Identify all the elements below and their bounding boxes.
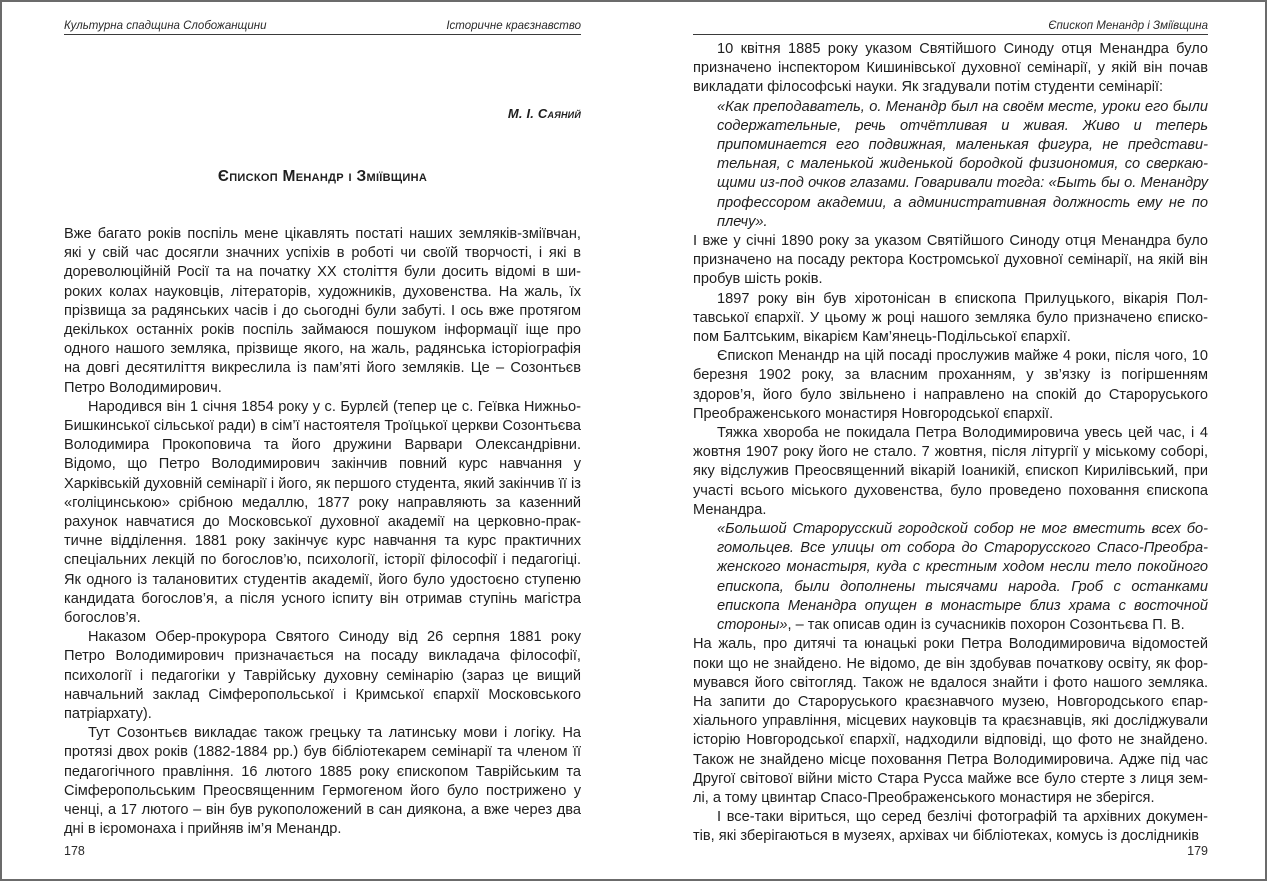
block-quote bbox=[693, 520, 1208, 635]
paragraph: Тяжка хвороба не покидала Петра Володимировича увесь цей час, і 4 жовтня 1907 року його не стало. 7 жовтня, після літургії у міському соборі, яку відслужив Преосвященний вікарій Іоаникій, єпископ Кирилівський, при участі всього міського духовенства, було проведено поховання єпископа Менандра. bbox=[693, 425, 1208, 518]
left-body-text bbox=[64, 225, 581, 840]
paragraph: Наказом Обер-прокурора Святого Синоду від 26 серпня 1881 року Петро Володимирович призначається на посаду викладача філософії, психології і педагогіки у Таврійську духовну семінарію (зараз це вищий навчальний заклад Сімферопольської і Кримської єпархії Московського патріархату). bbox=[64, 629, 581, 723]
article-author: М. І. Саяний bbox=[507, 106, 581, 121]
article-title: Єпископ Менандр і Зміївщина bbox=[217, 168, 428, 185]
paragraph: Єпископ Менандр на цій посаді прослужив майже 4 роки, після чого, 10 березня 1902 року, за власним проханням, у зв’язку із погіршенням здоров’я, його було звільнено і направлено на спокій до Староруського Преображенського монастиря Новгородської єпархії. bbox=[693, 348, 1208, 422]
page-number: 179 bbox=[1187, 844, 1208, 858]
running-head-article: Єпископ Менандр і Зміївщина bbox=[1048, 20, 1208, 32]
paragraph: Тут Созонтьєв викладає також грецьку та латинську мови і логіку. На протязі двох років (1882-1884 рр.) був бібліотекарем семінарії та членом її педагогічного правління. 16 лютого 1885 року єпископом Таврійським та Сімферопольським Преосвященним Гермогеном його було пострижено у ченці, а 17 лютого – він був рукоположений в сан диякона, а вже через два дні в ієромонаха і прийняв ім’я Менандр. bbox=[64, 725, 581, 838]
right-body-text bbox=[693, 40, 1208, 847]
paragraph: Вже багато років поспіль мене цікавлять постаті наших земляків-зміївчан, які у свій час досягли значних успіхів в роботі чи своїй творчості, і які в дореволюційній Росії та на початку XX століття були досить відомі в широких колах науковців, літераторів, художників, духовенства. На жаль, їх прізвища за радянських часів і до сьогодні були забуті. І ось вже протягом декількох останніх років поспіль займаюся пошуком інформації іще про одного нашого земляка, прізвище якого, на жаль, радянська історіографія на довгі десятиліття викреслила із пам’яті його земляків. Це – Созонтьєв Петро Володимирович. bbox=[64, 226, 581, 396]
right-page bbox=[693, 2, 1208, 881]
quote-text: «Большой Старорусский городской собор не мог вместить всех богомольцев. Все улицы от собора до Старорусского Спасо-Преображенского монастыря, куда с крестным ходом несли тело покойного епископа, были дополнены тысячами народа. Гроб с останками епископа Менандра опущен в монастыре близ храма с восточной стороны» bbox=[717, 521, 1208, 634]
left-page bbox=[64, 2, 581, 881]
paragraph: І вже у січні 1890 року за указом Святійшого Синоду отця Менандра було призначено на посаду ректора Костромської духовної семінарії, на якій він пробув шість років. bbox=[693, 233, 1208, 288]
running-head-journal: Культурна спадщина Слобожанщини bbox=[64, 20, 267, 32]
quote-attribution: , – так описав один із сучасників похорон Созонтьєва П. В. bbox=[787, 617, 1185, 634]
block-quote bbox=[693, 98, 1208, 232]
paragraph: І все-таки віриться, що серед безлічі фотографій та архівних документів, які зберігаються в музеях, архівах чи бібліотеках, комусь із дослідників bbox=[693, 809, 1208, 845]
right-running-head bbox=[693, 16, 1208, 35]
paragraph: 10 квітня 1885 року указом Святійшого Синоду отця Менандра було призначено інспектором Кишинівської духовної семінарії, у якій він почав викладати філософські науки. Як згадували потім студенти семінарії: bbox=[693, 41, 1208, 96]
page-number: 178 bbox=[64, 844, 85, 858]
paragraph: Народився він 1 січня 1854 року у с. Бурлєй (тепер це с. Геївка Нижньо-Бишкинської сільської ради) в сім’ї настоятеля Троїцької церкви Созонтьєва Володимира Прокоповича та його дружини Варвари Олександрівни. Відомо, що Петро Володимирович закінчив повний курс навчання у Харківській духовній семінарії і його, як першого студента, який закінчив її із «голіцинською» срібною медаллю, 1877 року направляють за казенний рахунок навчатися до Московської духовної академії на церковно-практичне відділення. 1881 року закінчує курс навчання та курс практичних спеціальних лекцій по богослов’ю, психології, історії філософії і педагогіці. Як одного із талановитих студентів академії, його було удостоєно ступеню кандидата богослов’я, а після усного іспиту він отримав ступінь магістра богослов’я. bbox=[64, 398, 581, 627]
running-head-section: Історичне краєзнавство bbox=[446, 20, 581, 32]
quote-text: «Как преподаватель, о. Менандр был на своём месте, уроки его были содержательные, речь отчётливая и живая. Живо и теперь припоминается его подвижная, маленькая фигура, не представительная, с маленькой жиденькой бородкой физиономия, со сверкающими из-под очков глазами. Говаривали тогда: «Быть бы о. Менандру профессором академии, а административная должность ему не по плечу». bbox=[717, 98, 1208, 230]
left-running-head bbox=[64, 16, 581, 35]
paragraph: На жаль, про дитячі та юнацькі роки Петра Володимировича відомостей поки що не знайдено. Не відомо, де він здобував початкову освіту, як формувався його світогляд. Також не вдалося знайти і фото нашого земляка. На запити до Староруського краєзнавчого музею, Новгородського єпархіального управління, місцевих науковців та краєзнавців, які досліджували історію Новгородської єпархії, надходили відповіді, що фото не знайдено. Також не знайдено місце поховання Петра Володимировича. Адже під час Другої світової війни місто Стара Русса майже все було стерте з лиця землі, а тому цвинтар Спасо-Преображенського монастиря не зберігся. bbox=[693, 636, 1208, 806]
paragraph: 1897 року він був хіротонісан в єпископа Прилуцького, вікарія Полтавської єпархії. У цьому ж році нашого земляка було призначено єпископом Балтським, вікарієм Кам’янець-Подільської єпархії. bbox=[693, 290, 1208, 346]
